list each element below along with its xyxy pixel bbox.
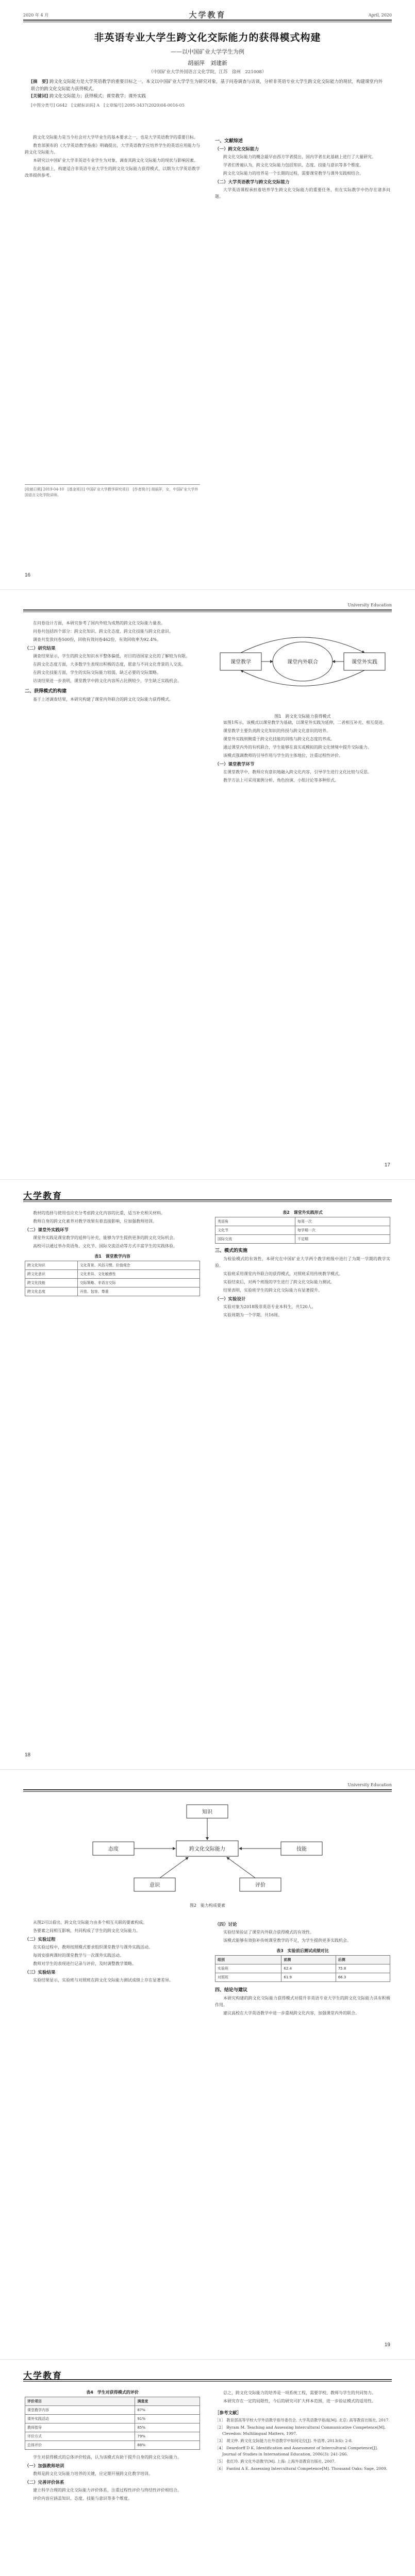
table-cell: 62.4 [281, 1964, 336, 1973]
table-cell: 每周一次 [295, 1217, 390, 1226]
header-journal-en: University Education [347, 602, 392, 607]
table-3 [215, 1948, 390, 1982]
table-cell: 文化节 [215, 1226, 295, 1235]
evaluation-table [25, 2397, 200, 2450]
reference-item: ［6］ Fantini A E. Assessing Intercultural Competence[M]. Thousand Oaks: Sage, 2009. [215, 2466, 388, 2471]
table-cell: 88% [135, 2441, 200, 2450]
page-header [23, 2369, 392, 2380]
paragraph: 在课堂教学中，教师应有意识地融入跨文化内容，引导学生进行文化比较与反思。 [223, 770, 372, 774]
table-cell: 75.8 [336, 1964, 390, 1973]
node-label: 意识 [150, 1883, 160, 1888]
paragraph: 教材的选择与使用也应充分考虑跨文化内容的比重，适当补充相关材料。 [33, 1211, 165, 1215]
paragraph: 在问卷设计方面，本研究参考了国内外较为成熟的跨文化交际能力量表。 [33, 621, 165, 625]
box-practice-label: 课堂外实践 [352, 659, 377, 665]
table-row [215, 1964, 390, 1973]
left-column [25, 2389, 200, 2503]
header-date: 2020 年 4 月 [23, 12, 49, 18]
table-row [25, 1279, 200, 1287]
paragraph: 课堂教学主要负责跨文化知识的传授与跨文化意识的培养。 [223, 728, 330, 733]
page-17 [0, 590, 415, 1180]
center-label: 跨文化交际能力 [189, 1846, 225, 1852]
page-16 [0, 0, 415, 590]
section-heading: 一、文献综述 [215, 139, 243, 144]
table-row [25, 2432, 200, 2441]
table-cell: 总体评价 [25, 2441, 135, 2450]
paragraph: 实验班采用课堂内外联合的获得模式，对照班采用传统教学模式。 [223, 1272, 343, 1276]
subsection-heading: （二）完善评价体系 [25, 2480, 64, 2485]
page-20 [0, 2360, 415, 2576]
abstract-block [31, 78, 384, 109]
table-row [25, 1261, 200, 1270]
table-row [25, 2424, 200, 2432]
abstract-text: 跨文化交际能力是大学英语教学的重要目标之一。本文以中国矿业大学学生为研究对象，基于问卷调查与访谈，分析非英语专业大学生跨文化交际能力的现状，构建课堂内外联合的跨文化交际能力获得模式。 [31, 79, 383, 92]
connector [227, 1857, 255, 1878]
paragraph: 本研究存在一定的局限性，今后的研究可扩大样本范围，进一步验证模式的适用性。 [223, 2399, 376, 2403]
paragraph: 调查结果显示，学生的跨文化知识水平整体偏低，对目的语国家文化的了解较为有限。 [33, 654, 190, 658]
subsection-heading: （一）跨文化交际能力 [215, 147, 259, 152]
page-number: 16 [25, 572, 31, 578]
paragraph: 评价内容应涵盖知识、态度、技能与意识等多个维度。 [33, 2496, 132, 2501]
paragraph: 该模式强调教师的引导作用与学生的主体地位，注重过程性评价。 [223, 753, 343, 758]
body-columns [25, 2389, 390, 2503]
paragraph: 大学英语课程承担着培养学生跨文化交际能力的重要任务，但在实际教学中仍存在诸多问题。 [215, 188, 390, 199]
references [215, 2410, 390, 2472]
article-title: 非英语专业大学生跨文化交际能力的获得模式构建 [94, 32, 321, 43]
figure-caption: 图1 跨文化交际能力获得模式 [274, 714, 331, 719]
table-cell: 91% [135, 2415, 200, 2424]
left-column [25, 1210, 200, 1320]
center-label: 课堂内外联合 [287, 659, 318, 665]
table-header-row [25, 2397, 200, 2406]
table-cell: 交际策略、非语言交际 [77, 1279, 200, 1287]
table-cell: 66.3 [336, 1973, 390, 1982]
journal-logo: 大学教育 [189, 10, 226, 20]
paragraph: 教师对学生的表现进行记录与评价，及时调整教学策略。 [33, 1961, 136, 1966]
keywords-label: [关键词] [31, 94, 48, 99]
paragraph: 跨文化交际能力的培养是一个长期的过程，需要课堂教学与课外实践相结合。 [223, 171, 363, 176]
page-19 [0, 1770, 415, 2360]
figure-2 [77, 1801, 338, 1908]
paragraph: 从图2可以看出，跨文化交际能力由多个相互关联的要素构成。 [33, 1920, 147, 1925]
page-header [23, 9, 392, 21]
table-cell: 文化差异、文化敏感性 [77, 1270, 200, 1279]
table-header-row [215, 1956, 390, 1964]
subsection-heading: （二）课堂外实践环节 [25, 1228, 69, 1233]
left-column [25, 620, 200, 785]
reference-item: ［5］ 张红玲. 跨文化外语教学[M]. 上海: 上海外语教育出版社, 2007. [215, 2459, 336, 2464]
paragraph: 实验周期为一个学期，共16周。 [223, 1313, 283, 1317]
body-columns [25, 1919, 390, 2018]
left-column [25, 134, 200, 201]
content-table [25, 1261, 200, 1296]
reference-item: ［2］ Byram M. Teaching and Assessing Intercultural Communicative Competence[M]. Clevedon: Multilingual Matters, 1997. [215, 2425, 386, 2436]
journal-logo: 大学教育 [23, 1191, 62, 1201]
classification-meta: [中图分类号] G642 [文献标识码] A [文章编号] 2095-3437(2020)04-0016-05 [31, 103, 185, 108]
table-row [215, 1235, 390, 1244]
paragraph: 在实验过程中，教师按照模式要求组织课堂教学与课外实践活动。 [33, 1945, 153, 1950]
paragraph: 访谈结果进一步表明，课堂教学中跨文化内容所占比例较少，学生缺乏实践机会。 [33, 679, 181, 683]
page-number: 18 [25, 1752, 31, 1758]
paragraph: 通过课堂内外的有机联合，学生能够在真实或模拟的跨文化情境中提升交际能力。 [223, 745, 372, 750]
section-heading: 三、模式的实施 [215, 1248, 248, 1253]
author-affiliation: （中国矿业大学外国语言文化学院，江苏 徐州 221008） [148, 70, 267, 75]
table-caption: 表1 课堂教学内容 [94, 1254, 130, 1259]
node-label: 评价 [255, 1883, 265, 1888]
table-cell: 85% [135, 2424, 200, 2432]
result-table [215, 1955, 390, 1982]
paragraph: 实验结果验证了课堂内外联合获得模式的有效性。 [223, 1930, 314, 1935]
subsection-heading: （一）实验设计 [215, 1297, 246, 1302]
paragraph: 实验结果显示，实验班与对照班在跨文化交际能力测试成绩上存在显著差异。 [33, 1978, 173, 1982]
section-heading: 四、结论与建议 [215, 1988, 248, 1993]
paragraph: 问卷共包括四个部分：跨文化知识、跨文化态度、跨文化技能与跨文化意识。 [33, 629, 173, 634]
keywords-text: 跨文化交际能力；获得模式；课堂教学；课外实践 [49, 94, 146, 99]
paragraph: 总之，跨文化交际能力的培养是一项系统工程，需要学校、教师与学生的共同努力。 [223, 2391, 376, 2395]
subsection-heading: （三）实验结果 [25, 1970, 56, 1975]
paragraph: 高校可以通过举办英语角、文化节、国际交流活动等方式丰富学生的实践体验。 [33, 1244, 177, 1248]
paragraph: 实验对象为2018级非英语专业本科生，共120人。 [223, 1304, 316, 1309]
practice-table [215, 1217, 390, 1244]
table-cell: 文化背景、风俗习惯、价值观念 [77, 1261, 200, 1270]
competence-diagram [77, 1801, 338, 1899]
paragraph: 在跨文化态度方面，大多数学生表现出积极的态度，愿意与不同文化背景的人交流。 [33, 662, 186, 667]
table-cell: 对照班 [215, 1973, 281, 1982]
left-column [25, 1919, 200, 2018]
page-number: 19 [384, 2342, 390, 2348]
paragraph: 各要素之间相互影响，共同构成了学生的跨文化交际能力。 [33, 1928, 140, 1933]
body-columns [25, 134, 390, 201]
table-row [215, 1217, 390, 1226]
figure-1 [215, 622, 390, 719]
page-header [23, 1189, 392, 1200]
table-row [25, 1270, 200, 1279]
subsection-heading: （一）课堂教学环节 [215, 762, 255, 767]
node-label: 知识 [202, 1809, 212, 1815]
journal-logo: 大学教育 [23, 2370, 62, 2381]
table-row [25, 1287, 200, 1296]
table-cell: 79% [135, 2432, 200, 2441]
paragraph: 在此基础上，构建适合非英语专业大学生的跨文化交际能力获得模式，以期为大学英语教学改革提供参考。 [25, 166, 200, 178]
connector [160, 1857, 188, 1878]
page-18 [0, 1180, 415, 1770]
subsection-heading: （一）加强教师培训 [25, 2464, 64, 2469]
paragraph: 教育部颁布的《大学英语教学指南》明确提出，大学英语教学应培养学生的英语应用能力与跨文化交际能力。 [25, 143, 200, 155]
table-cell: 61.9 [281, 1973, 336, 1982]
paragraph: 跨文化交际能力的概念最早由西方学者提出，国内学者在此基础上进行了大量研究。 [223, 155, 376, 159]
table-cell: 英语角 [215, 1217, 295, 1226]
table-2 [215, 1210, 390, 1244]
reference-item: ［1］ 教育部高等学校大学外语教学指导委员会. 大学英语教学指南[M]. 北京: 高等教育出版社, 2017. [215, 2418, 390, 2422]
section-heading: 二、获得模式的构建 [25, 689, 67, 694]
table-cell: 每学期一次 [295, 1226, 390, 1235]
table-row [215, 1226, 390, 1235]
table-header: 前测 [281, 1956, 336, 1964]
paragraph: 该模式能够有效弥补传统课堂教学的不足，为学生提供更多实践机会。 [223, 1938, 351, 1943]
page-number: 17 [384, 1162, 390, 1168]
header-date-en: April, 2020 [368, 12, 392, 18]
paragraph: 建议高校在大学英语教学中进一步重视跨文化内容，加强课堂内外的联合。 [223, 2011, 359, 2015]
table-cell: 跨文化意识 [25, 1270, 78, 1279]
paragraph: 调查共发放问卷500份，回收有效问卷462份，有效回收率为92.4%。 [33, 637, 161, 642]
table-1 [25, 1253, 200, 1296]
body-columns [25, 1210, 390, 1320]
table-header: 后测 [336, 1956, 390, 1964]
abstract-label: [摘 要] [31, 79, 48, 84]
table-cell: 不定期 [295, 1235, 390, 1244]
node-label: 态度 [108, 1846, 119, 1852]
paragraph: 每周安排两课时的课堂教学与一次课外实践活动。 [33, 1953, 124, 1958]
table-caption: 表3 实验前后测试成绩对比 [276, 1948, 329, 1953]
paragraph: 学生对获得模式的总体评价较高，认为该模式有助于提升自身的跨文化交际能力。 [33, 2455, 181, 2460]
table-cell: 跨文化态度 [25, 1287, 78, 1296]
table-cell: 教师指导 [25, 2424, 135, 2432]
table-cell: 87% [135, 2406, 200, 2415]
subsection-heading: （四）讨论 [215, 1922, 237, 1927]
box-classroom-label: 课堂教学 [230, 659, 251, 665]
table-cell: 课堂教学内容 [25, 2406, 135, 2415]
paragraph: 本研究以中国矿业大学非英语专业学生为对象，调查其跨文化交际能力的现状与影响因素。 [33, 158, 198, 163]
right-column [215, 2389, 390, 2503]
paragraph: 基于上述调查结果，本研究构建了课堂内外联合的跨文化交际能力获得模式。 [33, 697, 173, 702]
table-row [215, 1973, 390, 1982]
reference-item: ［3］ 胡文仲. 跨文化交际能力在外语教学中如何定位[J]. 外语界, 2013(6): 2-8. [215, 2438, 353, 2443]
table-header: 评价项目 [25, 2397, 135, 2406]
paragraph: 教学方法上可采用案例分析、角色扮演、小组讨论等多种形式。 [223, 778, 339, 783]
header-journal-en: University Education [347, 1782, 392, 1787]
page-header [23, 1779, 392, 1790]
table-cell: 跨文化知识 [25, 1261, 78, 1270]
table-cell: 课外实践活动 [25, 2415, 135, 2424]
right-column [215, 620, 390, 785]
figure-caption: 图2 能力构成要素 [189, 1903, 226, 1908]
table-row [25, 2441, 200, 2450]
table-cell: 开放、包容、尊重 [77, 1287, 200, 1296]
paragraph: 课堂外实践是课堂教学的延伸与补充，能够为学生提供更多的跨文化交际机会。 [33, 1235, 177, 1240]
table-cell: 国际交流 [215, 1235, 295, 1244]
paragraph: 结果表明，实验班学生的跨文化交际能力有显著提升。 [223, 1288, 322, 1293]
reference-item: ［4］ Deardorff D K. Identification and Assessment of Intercultural Competence[J]. Journal of Studies in International Education, 2006(3): 241-266. [215, 2446, 378, 2456]
subsection-heading: （二）研究结果 [25, 646, 56, 651]
paragraph: 教师是跨文化交际能力培养的关键，应定期开展跨文化教学培训。 [33, 2471, 153, 2476]
subsection-heading: （二）大学英语教学与跨文化交际能力 [215, 180, 290, 185]
article-subtitle: ——以中国矿业大学学生为例 [171, 48, 244, 55]
table-4 [25, 2389, 200, 2450]
footnote: [收稿日期] 2019-04-10 [基金项目] 中国矿业大学教学研究项目 [作者简介] 胡丽萍，女，中国矿业大学外国语言文化学院讲师。 [25, 484, 200, 498]
table-header: 满意度 [135, 2397, 200, 2406]
paragraph: 本研究构建的跨文化交际能力获得模式对提升非英语专业大学生的跨文化交际能力具有积极作用。 [215, 1996, 390, 2007]
paragraph: 跨文化交际能力是当今社会对大学毕业生的基本要求之一，也是大学英语教学的重要目标。 [33, 135, 198, 140]
paragraph: 建立科学合理的跨文化交际能力评价体系，注重过程性评价与终结性评价相结合。 [33, 2488, 181, 2493]
paragraph: 学者们普遍认为，跨文化交际能力包括知识、态度、技能与意识等多个维度。 [223, 163, 363, 167]
table-cell: 实验班 [215, 1964, 281, 1973]
subsection-heading: （二）实验过程 [25, 1937, 56, 1942]
right-column [215, 134, 390, 201]
paragraph: 课堂外实践则侧重于跨文化技能的训练与跨文化态度的养成。 [223, 737, 335, 741]
paragraph: 实验结束后，对两个班级的学生进行了跨文化交际能力测试。 [223, 1280, 335, 1284]
node-label: 技能 [296, 1846, 307, 1852]
table-caption: 表2 课堂外实践形式 [283, 1210, 323, 1215]
table-cell: 评价方式 [25, 2432, 135, 2441]
table-row [25, 2406, 200, 2415]
article-authors: 胡丽萍 刘建新 [188, 60, 227, 66]
page-header [23, 599, 392, 611]
model-diagram [215, 622, 390, 709]
table-caption: 表4 学生对获得模式的评价 [86, 2390, 139, 2395]
paragraph: 在跨文化技能方面，学生的实际交际能力较弱，缺乏必要的交际策略。 [33, 670, 161, 675]
body-columns [25, 620, 390, 785]
paragraph: 教师自身的跨文化素养对教学效果有着直接影响，应加强教师培训。 [33, 1219, 157, 1224]
paragraph: 如图1所示，该模式以课堂教学为基础，以课堂外实践为延伸，二者相互补充、相互促进。 [223, 720, 387, 725]
table-row [25, 2415, 200, 2424]
references-title: ［参考文献］ [215, 2411, 242, 2416]
table-header: 组别 [215, 1956, 281, 1964]
right-column [215, 1210, 390, 1320]
table-cell: 跨文化技能 [25, 1279, 78, 1287]
right-column [215, 1919, 390, 2018]
paragraph: 为检验模式的有效性，本研究在中国矿业大学两个教学班级中进行了为期一学期的教学实验。 [215, 1257, 390, 1268]
